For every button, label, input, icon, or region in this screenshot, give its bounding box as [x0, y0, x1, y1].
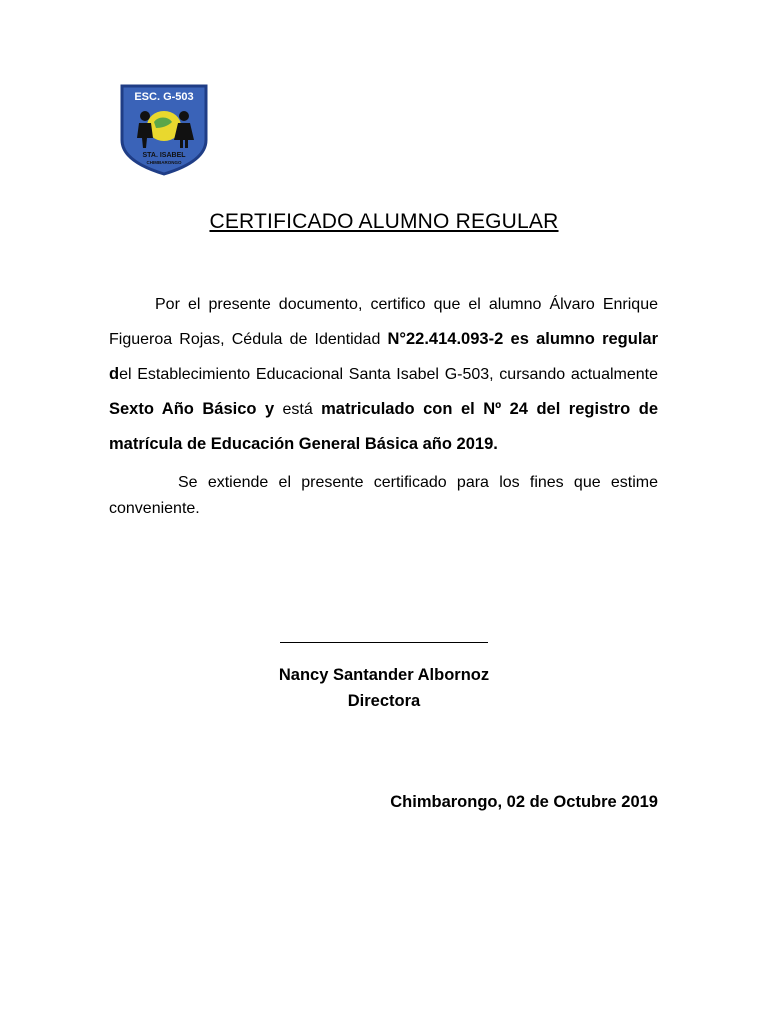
school-logo: [118, 82, 210, 176]
paragraph-text: el Establecimiento Educacional Santa Isabel G-503, cursando actualmente: [119, 366, 658, 383]
certificate-paragraph: [109, 288, 658, 462]
grade-text: Sexto Año Básico y: [109, 400, 275, 418]
signature-line: [280, 642, 488, 643]
signatory-role: Directora: [347, 692, 421, 710]
paragraph-text: está: [274, 401, 322, 418]
paragraph-text: Por el presente documento, certifico que el alumno Álvaro Enrique Figueroa Rojas, Cédula de Identidad: [109, 296, 658, 348]
place-and-date: Chimbarongo, 02 de Octubre 2019: [390, 793, 658, 811]
logo-text-line1: ESC. G-503: [134, 91, 194, 103]
registration-text: matriculado con el Nº 24 del registro de matrícula de Educación General Básica año 2019.: [109, 400, 658, 453]
signatory-name: Nancy Santander Albornoz: [278, 666, 490, 684]
document-title: CERTIFICADO ALUMNO REGULAR: [209, 210, 559, 233]
logo-text-line3: CHIMBARONGO: [146, 160, 182, 165]
logo-text-line2: STA. ISABEL: [142, 152, 186, 159]
purpose-paragraph: Se extiende el presente certificado para los fines que estime conveniente.: [109, 474, 658, 517]
id-number-text: N°22.414.093-2 es alumno regular d: [109, 330, 659, 383]
